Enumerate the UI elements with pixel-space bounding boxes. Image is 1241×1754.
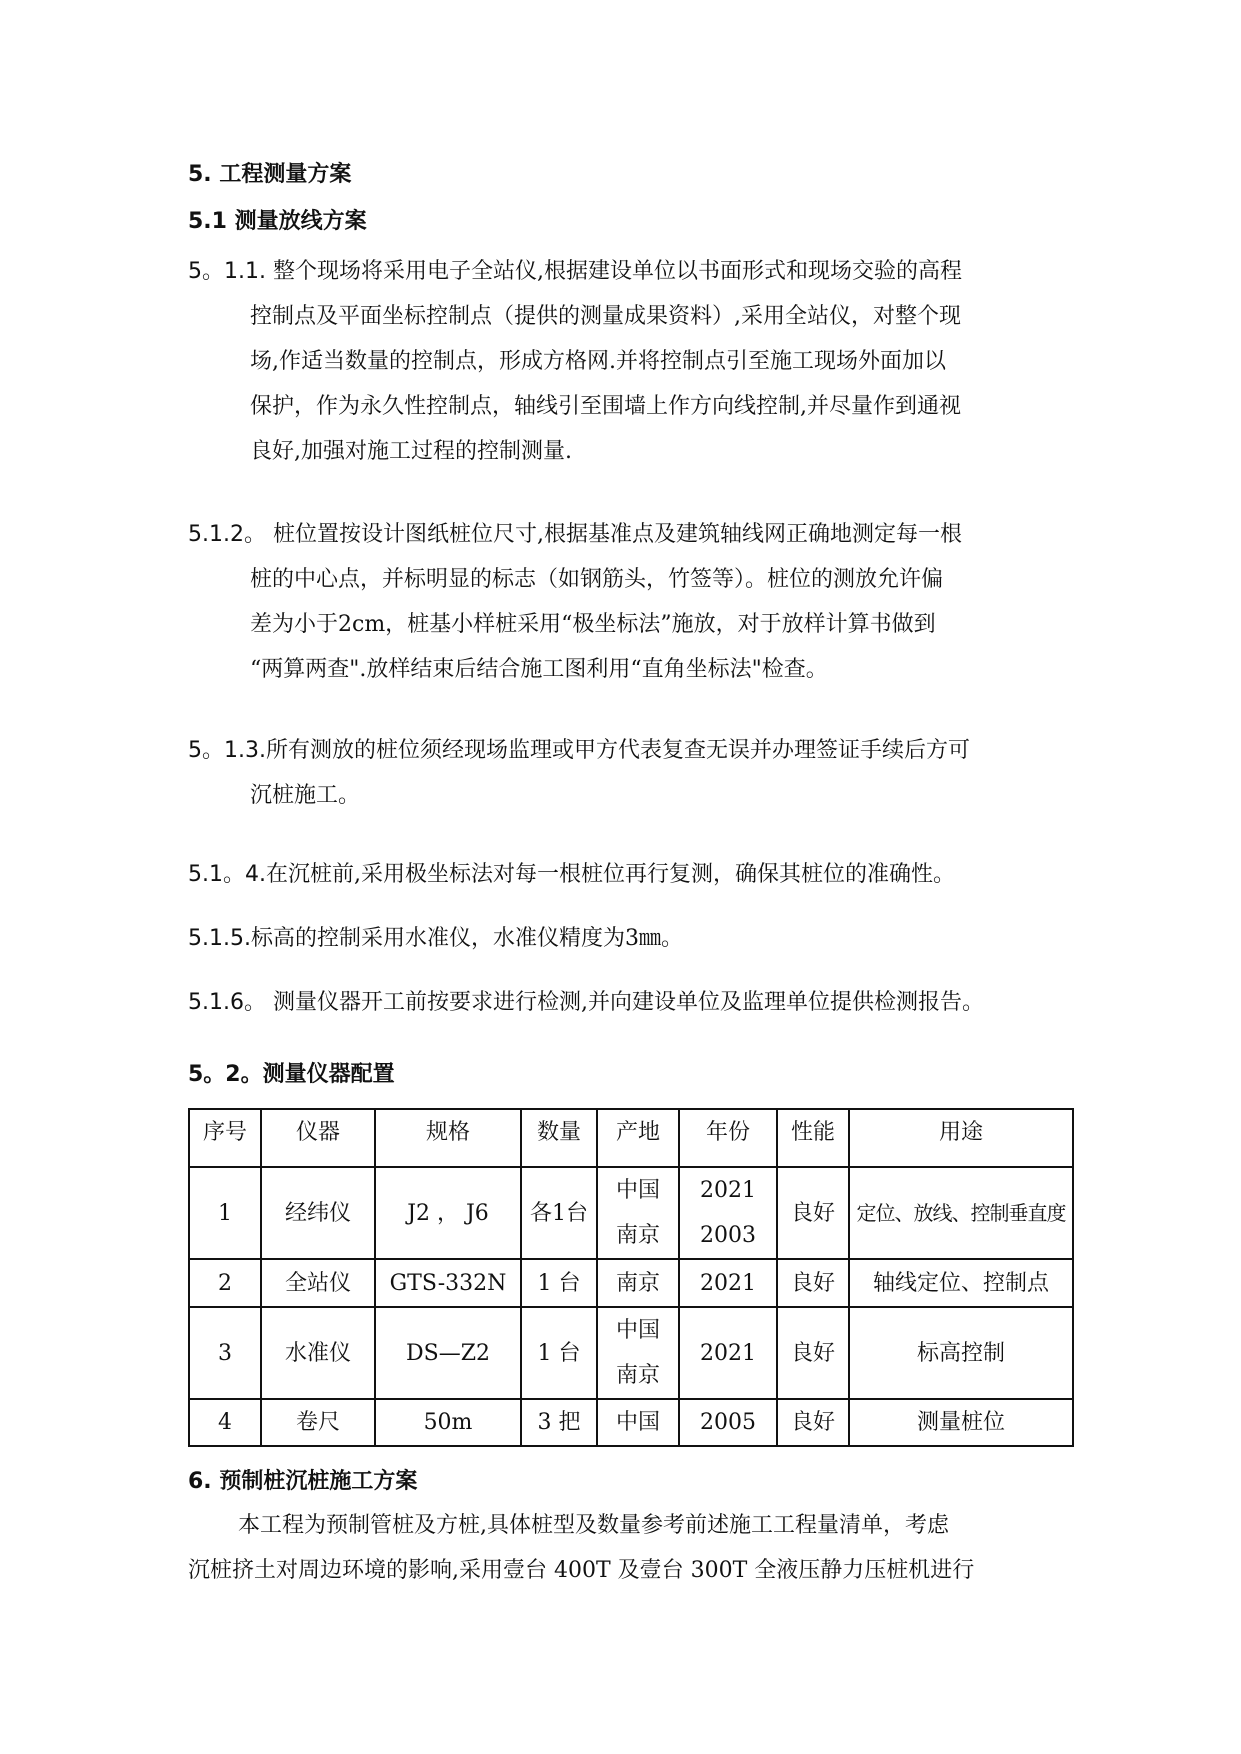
header-cell: 仪器 bbox=[261, 1109, 375, 1167]
item-number: 5。1.3. bbox=[188, 738, 266, 763]
instrument-name: 经纬仪 bbox=[261, 1167, 375, 1259]
paragraph-5-1-6 bbox=[188, 980, 1068, 1025]
instrument-performance: 良好 bbox=[777, 1167, 849, 1259]
origin-line: 中国 bbox=[615, 1178, 660, 1203]
instrument-performance: 良好 bbox=[777, 1259, 849, 1307]
table-row bbox=[189, 1399, 1073, 1446]
instrument-spec: J2 ， J6 bbox=[375, 1167, 521, 1259]
header-cell: 规格 bbox=[375, 1109, 521, 1167]
item-number: 5.1。4. bbox=[188, 862, 266, 887]
paragraph-line: 保护，作为永久性控制点，轴线引至围墙上作方向线控制,并尽量作到通视 bbox=[250, 394, 961, 419]
instrument-spec: 50m bbox=[375, 1399, 521, 1446]
header-cell: 性能 bbox=[777, 1109, 849, 1167]
row-number: 3 bbox=[189, 1307, 261, 1399]
instrument-origin bbox=[597, 1167, 679, 1259]
paragraph-5-1-4 bbox=[188, 852, 1068, 897]
instrument-origin: 南京 bbox=[597, 1259, 679, 1307]
section-6-heading: 6. 预制桩沉桩施工方案 bbox=[188, 1469, 418, 1494]
paragraph-line: 所有测放的桩位须经现场监理或甲方代表复查无误并办理签证手续后方可 bbox=[265, 738, 970, 763]
section-5-1-heading: 5.1 测量放线方案 bbox=[188, 209, 367, 234]
instrument-year: 2021 bbox=[679, 1307, 777, 1399]
header-cell: 数量 bbox=[521, 1109, 597, 1167]
item-number: 5.1.5. bbox=[188, 926, 251, 951]
paragraph-line: 沉桩施工。 bbox=[250, 783, 361, 808]
section-5-heading: 5. 工程测量方案 bbox=[188, 162, 352, 187]
table-header-row bbox=[189, 1109, 1073, 1167]
instrument-qty: 各1台 bbox=[521, 1167, 597, 1259]
paragraph-line: 差为小于2cm，桩基小样桩采用“极坐标法”施放，对于放样计算书做到 bbox=[250, 612, 936, 637]
paragraph-5-1-3 bbox=[188, 728, 1068, 818]
header-cell: 序号 bbox=[189, 1109, 261, 1167]
instrument-spec: GTS-332N bbox=[375, 1259, 521, 1307]
instrument-performance: 良好 bbox=[777, 1399, 849, 1446]
table-row bbox=[189, 1307, 1073, 1399]
table-row bbox=[189, 1259, 1073, 1307]
item-number: 5.1.6。 bbox=[188, 990, 266, 1015]
instrument-name: 卷尺 bbox=[261, 1399, 375, 1446]
paragraph-line: 标高的控制采用水准仪，水准仪精度为3㎜。 bbox=[250, 926, 683, 951]
row-number: 1 bbox=[189, 1167, 261, 1259]
instrument-qty: 1 台 bbox=[521, 1307, 597, 1399]
instrument-origin: 中国 bbox=[597, 1399, 679, 1446]
paragraph-5-1-2 bbox=[188, 512, 1068, 692]
paragraph-line: 场,作适当数量的控制点，形成方格网.并将控制点引至施工现场外面加以 bbox=[250, 349, 946, 374]
table-row bbox=[189, 1167, 1073, 1259]
instrument-use: 定位、放线、控制垂直度 bbox=[849, 1167, 1073, 1259]
header-cell: 用途 bbox=[849, 1109, 1073, 1167]
item-number: 5.1.2。 bbox=[188, 522, 266, 547]
header-cell: 年份 bbox=[679, 1109, 777, 1167]
paragraph-line: 桩位置按设计图纸桩位尺寸,根据基准点及建筑轴线网正确地测定每一根 bbox=[265, 522, 962, 547]
instrument-name: 全站仪 bbox=[261, 1259, 375, 1307]
origin-line: 南京 bbox=[615, 1223, 660, 1248]
instrument-table bbox=[188, 1108, 1074, 1447]
paragraph-line: “两算两查".放样结束后结合施工图利用“直角坐标法"检查。 bbox=[250, 657, 828, 682]
section-5-2-heading: 5。2。测量仪器配置 bbox=[188, 1062, 395, 1087]
instrument-performance: 良好 bbox=[777, 1307, 849, 1399]
paragraph-line: 桩的中心点，并标明显的标志（如钢筋头，竹签等）。桩位的测放允许偏 bbox=[250, 567, 944, 592]
paragraph-5-1-5 bbox=[188, 916, 1068, 961]
instrument-qty: 1 台 bbox=[521, 1259, 597, 1307]
origin-line: 南京 bbox=[615, 1363, 660, 1388]
instrument-spec: DS—Z2 bbox=[375, 1307, 521, 1399]
row-number: 2 bbox=[189, 1259, 261, 1307]
instrument-year: 2005 bbox=[679, 1399, 777, 1446]
year-line: 2003 bbox=[700, 1223, 756, 1248]
year-line: 2021 bbox=[700, 1178, 756, 1203]
instrument-use: 测量桩位 bbox=[849, 1399, 1073, 1446]
paragraph-5-1-1 bbox=[188, 249, 1068, 474]
instrument-qty: 3 把 bbox=[521, 1399, 597, 1446]
header-cell: 产地 bbox=[597, 1109, 679, 1167]
instrument-use: 轴线定位、控制点 bbox=[849, 1259, 1073, 1307]
origin-line: 中国 bbox=[615, 1318, 660, 1343]
instrument-use: 标高控制 bbox=[849, 1307, 1073, 1399]
instrument-year: 2021 bbox=[679, 1259, 777, 1307]
section-6-paragraph bbox=[188, 1503, 1068, 1593]
paragraph-line: 在沉桩前,采用极坐标法对每一根桩位再行复测，确保其桩位的准确性。 bbox=[265, 862, 955, 887]
instrument-name: 水准仪 bbox=[261, 1307, 375, 1399]
paragraph-line: 测量仪器开工前按要求进行检测,并向建设单位及监理单位提供检测报告。 bbox=[265, 990, 984, 1015]
paragraph-line: 良好,加强对施工过程的控制测量. bbox=[250, 439, 572, 464]
paragraph-line: 控制点及平面坐标控制点（提供的测量成果资料）,采用全站仪，对整个现 bbox=[250, 304, 961, 329]
paragraph-line: 沉桩挤土对周边环境的影响,采用壹台 400T 及壹台 300T 全液压静力压桩机进行 bbox=[188, 1558, 975, 1583]
item-number: 5。1.1. bbox=[188, 259, 266, 284]
paragraph-line: 本工程为预制管桩及方桩,具体桩型及数量参考前述施工工程量清单，考虑 bbox=[238, 1513, 949, 1538]
paragraph-line: 整个现场将采用电子全站仪,根据建设单位以书面形式和现场交验的高程 bbox=[265, 259, 962, 284]
instrument-year bbox=[679, 1167, 777, 1259]
instrument-origin bbox=[597, 1307, 679, 1399]
row-number: 4 bbox=[189, 1399, 261, 1446]
